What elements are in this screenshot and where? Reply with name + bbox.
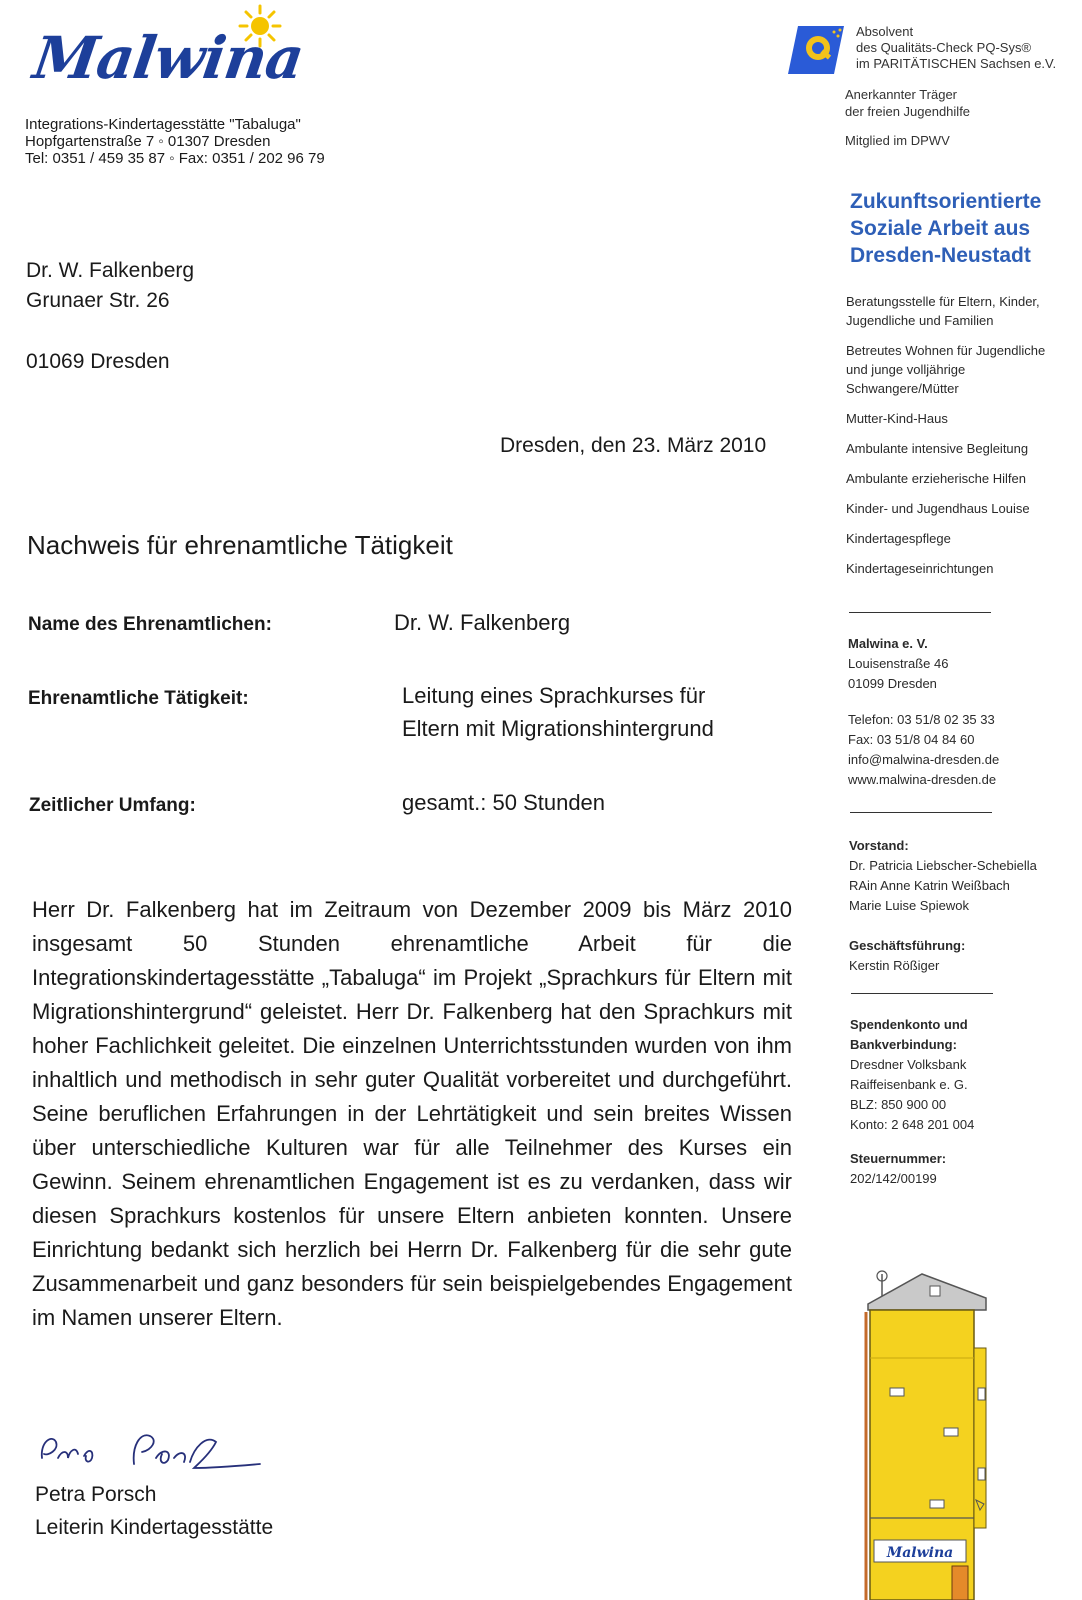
contact-org-name: Malwina e. V.: [848, 636, 928, 651]
bank-name: Raiffeisenbank e. G.: [850, 1077, 968, 1092]
contact-email: info@malwina-dresden.de: [848, 752, 1000, 767]
service-item: Kindertagespflege: [846, 531, 951, 546]
membership: Mitglied im DPWV: [845, 133, 950, 148]
slogan-line-2: Soziale Arbeit aus: [850, 217, 1031, 240]
name-value: Dr. W. Falkenberg: [394, 610, 571, 635]
activity-value-line-1: Leitung eines Sprachkurses für: [402, 683, 706, 708]
service-item: Beratungsstelle für Eltern, Kinder, Jugendliche und Familien: [846, 294, 1040, 328]
service-item: Kindertageseinrichtungen: [846, 561, 994, 576]
org-phone-fax: Tel: 0351 / 459 35 87 ◦ Fax: 0351 / 202 96 79: [25, 150, 325, 167]
recipient-city: 01069 Dresden: [26, 350, 170, 373]
services-list: [846, 292, 1078, 589]
bank-heading: Bankverbindung:: [850, 1037, 957, 1052]
signer-name: Petra Porsch: [35, 1483, 157, 1506]
malwina-logo: [28, 2, 328, 102]
tax-number: 202/142/00199: [850, 1171, 937, 1186]
bank-account: Konto: 2 648 201 004: [850, 1117, 975, 1132]
building-sign-text: Malwina: [886, 1545, 954, 1561]
pq-quality-badge-icon: [788, 26, 844, 74]
bank-name: Dresdner Volksbank: [850, 1057, 967, 1072]
board-block: [849, 836, 1037, 976]
signer-block: [35, 1478, 273, 1544]
recognized-provider: [845, 86, 970, 120]
letter-subject: Nachweis für ehrenamtliche Tätigkeit: [27, 530, 453, 560]
contact-block: [848, 634, 999, 790]
letter-body: Herr Dr. Falkenberg hat im Zeitraum von Dezember 2009 bis März 2010 insgesamt 50 Stunden ehrenamtliche Arbeit für die Integrationskindertagesstätte „Tabaluga“ im Projekt „Sprachkurs für Eltern mit Migrationshintergrund“ geleistet. Herr Dr. Falkenberg hat den Sprachkurs mit hoher Fachlichkeit geleitet. Die einzelnen Unterrichtsstunden wurden von ihm inhaltlich und methodisch in sehr guter Qualität vorbereitet und durchgeführt. Seine beruflichen Erfahrungen in der Lehrtätigkeit und sein breites Wissen über unterschiedliche Kulturen war für alle Teilnehmer des Kurses ein Gewinn. Seinem ehrenamtlichen Engagement ist es zu verdanken, dass wir diesen Sprachkurs kostenlos für unsere Eltern anbieten konnten. Unsere Einrichtung bedankt sich herzlich bei Herrn Dr. Falkenberg für die sehr gute Zusammenarbeit und ganz besonders für sein beispielgebendes Engagement im Namen unserer Eltern.: [32, 897, 792, 1330]
activity-value-line-2: Eltern mit Migrationshintergrund: [402, 716, 714, 741]
board-member: Dr. Patricia Liebscher-Schebiella: [849, 858, 1037, 873]
sender-address: [25, 116, 325, 167]
service-item: Betreutes Wohnen für Jugendliche und junge volljährige Schwangere/Mütter: [846, 343, 1046, 396]
management-heading: Geschäftsführung:: [849, 938, 966, 953]
recipient-address: [26, 256, 194, 377]
quality-line-1: Absolvent: [856, 24, 914, 39]
letter-date: Dresden, den 23. März 2010: [500, 434, 767, 457]
service-item: Ambulante erzieherische Hilfen: [846, 471, 1026, 486]
slogan-line-1: Zukunftsorientierte: [850, 190, 1042, 213]
recipient-name: Dr. W. Falkenberg: [26, 259, 195, 282]
logo-wordmark: Malwina: [29, 24, 308, 92]
provider-line-1: Anerkannter Träger: [845, 87, 958, 102]
service-item: Mutter-Kind-Haus: [846, 411, 948, 426]
org-name: Integrations-Kindertagesstätte "Tabaluga": [25, 116, 301, 133]
name-label: Name des Ehrenamtlichen:: [28, 614, 272, 635]
malwina-building-illustration: [860, 1268, 1002, 1600]
activity-value: [402, 679, 714, 745]
signer-title: Leiterin Kindertagesstätte: [35, 1516, 274, 1539]
quality-line-2: des Qualitäts-Check PQ-Sys®: [856, 40, 1032, 55]
recipient-street: Grunaer Str. 26: [26, 289, 170, 312]
contact-street: Louisenstraße 46: [848, 656, 949, 671]
handwritten-signature: [34, 1428, 264, 1478]
quality-certificate: [856, 24, 1056, 72]
tax-heading: Steuernummer:: [850, 1151, 947, 1166]
scope-value: gesamt.: 50 Stunden: [402, 790, 606, 815]
divider: [849, 612, 991, 613]
divider: [850, 812, 992, 813]
quality-line-3: im PARITÄTISCHEN Sachsen e.V.: [856, 56, 1057, 71]
management-name: Kerstin Rößiger: [849, 958, 940, 973]
contact-phone: Telefon: 03 51/8 02 35 33: [848, 712, 995, 727]
contact-city: 01099 Dresden: [848, 676, 937, 691]
bank-block: [850, 1015, 974, 1189]
board-member: RAin Anne Katrin Weißbach: [849, 878, 1010, 893]
activity-label: Ehrenamtliche Tätigkeit:: [28, 688, 249, 709]
provider-line-2: der freien Jugendhilfe: [845, 104, 971, 119]
slogan-line-3: Dresden-Neustadt: [850, 244, 1031, 267]
service-item: Kinder- und Jugendhaus Louise: [846, 501, 1030, 516]
divider: [851, 993, 993, 994]
scope-label: Zeitlicher Umfang:: [29, 795, 196, 816]
slogan: [850, 188, 1041, 269]
org-street: Hopfgartenstraße 7 ◦ 01307 Dresden: [25, 133, 271, 150]
service-item: Ambulante intensive Begleitung: [846, 441, 1029, 456]
contact-web: www.malwina-dresden.de: [848, 772, 997, 787]
contact-fax: Fax: 03 51/8 04 84 60: [848, 732, 975, 747]
board-member: Marie Luise Spiewok: [849, 898, 969, 913]
board-heading: Vorstand:: [849, 838, 909, 853]
bank-heading: Spendenkonto und: [850, 1017, 968, 1032]
bank-blz: BLZ: 850 900 00: [850, 1097, 947, 1112]
